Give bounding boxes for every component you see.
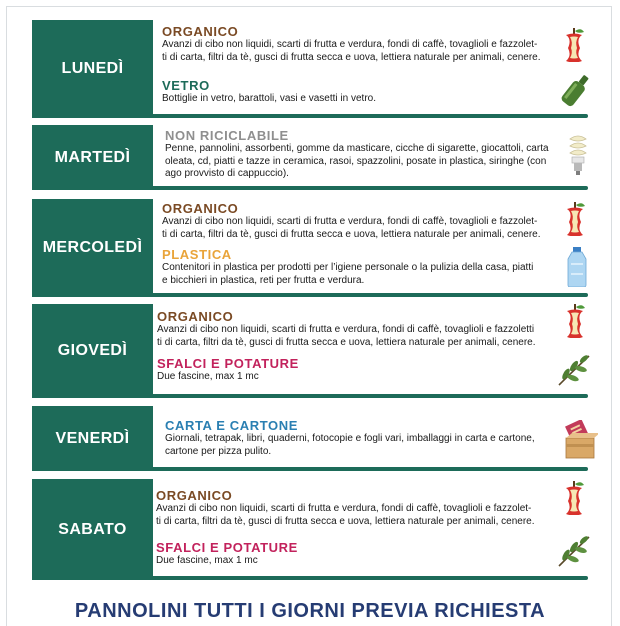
day-label: MARTEDÌ	[32, 125, 153, 190]
category-block-plastica	[162, 247, 562, 287]
category-title: ORGANICO	[162, 201, 239, 216]
category-block-sfalci	[156, 540, 566, 568]
category-block-vetro	[162, 78, 558, 106]
row-underline	[153, 467, 588, 471]
apple-core-icon	[562, 28, 586, 62]
category-description-line: Avanzi di cibo non liquidi, scarti di frutta e verdura, fondi di caffè, tovaglioli e fazzolet-	[162, 39, 538, 50]
row-underline	[153, 576, 588, 580]
category-title: SFALCI E POTATURE	[156, 540, 298, 555]
category-description-line: Due fascine, max 1 mc	[157, 371, 259, 382]
day-label: MERCOLEDÌ	[32, 199, 153, 297]
day-label: SABATO	[32, 479, 153, 580]
apple-core-icon	[562, 481, 586, 515]
day-row-martedi	[32, 125, 588, 190]
category-description-line: Giornali, tetrapak, libri, quaderni, fotocopie e fogli vari, imballaggi in carta e cartone,	[165, 433, 535, 444]
category-description-line: e bicchieri in plastica, reti per frutta e verdura.	[162, 274, 365, 286]
category-title: VETRO	[162, 78, 210, 93]
category-description-line: Avanzi di cibo non liquidi, scarti di frutta e verdura, fondi di caffè, tovaglioli e fazzolet-	[156, 503, 532, 514]
category-description-line: Avanzi di cibo non liquidi, scarti di frutta e verdura, fondi di caffè, tovaglioli e fazzolet-	[162, 216, 538, 227]
category-title: ORGANICO	[157, 309, 234, 324]
row-underline	[153, 186, 588, 190]
day-row-giovedi	[32, 304, 588, 398]
day-label: GIOVEDÌ	[32, 304, 153, 398]
category-description-line: Avanzi di cibo non liquidi, scarti di frutta e verdura, fondi di caffè, tovaglioli e fazzoletti	[157, 324, 535, 335]
row-underline	[153, 114, 588, 118]
branch-icon	[556, 352, 592, 388]
category-description-line: cartone per pizza pulito.	[165, 445, 272, 457]
category-description-line: ago provvisto di cappuccio).	[165, 168, 289, 179]
category-description-line: ti di carta, filtri da tè, gusci di frutta secca e uova, lettiera naturale per animali, cenere.	[157, 336, 536, 348]
day-label: LUNEDÌ	[32, 20, 153, 118]
day-row-sabato	[32, 479, 588, 580]
category-block-non-riciclabile	[165, 128, 570, 181]
category-description-line: Bottiglie in vetro, barattoli, vasi e vasetti in vetro.	[162, 93, 376, 104]
row-underline	[153, 293, 588, 297]
day-label: VENERDÌ	[32, 406, 153, 471]
category-block-carta	[165, 418, 570, 458]
light-bulb-icon	[567, 133, 589, 177]
cardboard-box-icon	[562, 420, 598, 460]
category-title: ORGANICO	[162, 24, 239, 39]
category-title: ORGANICO	[156, 488, 233, 503]
category-description-line: ti di carta, filtri da tè, gusci di frutta secca e uova, lettiera naturale per animali, cenere.	[162, 51, 541, 63]
category-title: SFALCI E POTATURE	[157, 356, 299, 371]
branch-icon	[556, 533, 592, 569]
day-row-venerdi	[32, 406, 588, 471]
category-block-sfalci	[157, 356, 562, 384]
category-block-organico	[162, 24, 558, 64]
footer-notice: PANNOLINI TUTTI I GIORNI PREVIA RICHIESTA	[74, 600, 546, 622]
category-block-organico	[156, 488, 566, 528]
category-title: PLASTICA	[162, 247, 232, 262]
apple-core-icon	[563, 202, 587, 236]
row-underline	[153, 394, 588, 398]
day-row-lunedi	[32, 20, 588, 118]
category-title: NON RICICLABILE	[165, 128, 289, 143]
category-description-line: Contenitori in plastica per prodotti per l’igiene personale o la pulizia della casa, piatti	[162, 262, 534, 273]
category-description-line: Penne, pannolini, assorbenti, gomme da masticare, cicche di sigarette, giocattoli, carta	[165, 143, 549, 154]
category-description-line: ti di carta, filtri da tè, gusci di frutta secca e uova, lettiera naturale per animali, cenere.	[156, 515, 535, 527]
category-description-line: oleata, cd, piatti e tazze in ceramica, rasoi, spazzolini, posate in plastica, siringhe (con	[165, 155, 547, 167]
category-description-line: ti di carta, filtri da tè, gusci di frutta secca e uova, lettiera naturale per animali, cenere.	[162, 228, 541, 240]
water-jug-icon	[564, 247, 590, 287]
day-row-mercoledi	[32, 199, 588, 297]
category-description-line: Due fascine, max 1 mc	[156, 555, 258, 566]
apple-core-icon	[563, 304, 587, 338]
category-block-organico	[162, 201, 562, 241]
category-title: CARTA E CARTONE	[165, 418, 298, 433]
category-block-organico	[157, 309, 562, 349]
glass-bottle-icon	[558, 72, 594, 108]
